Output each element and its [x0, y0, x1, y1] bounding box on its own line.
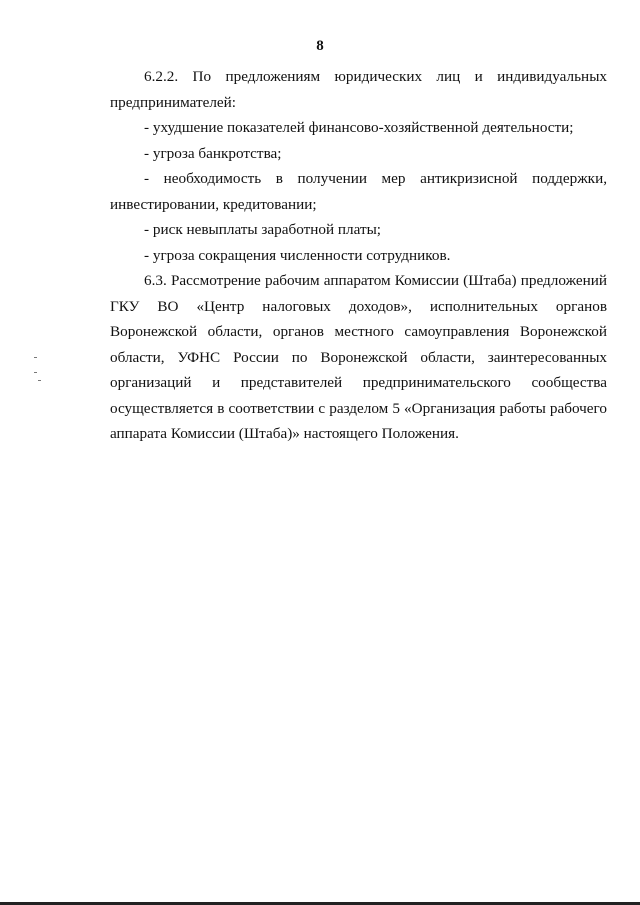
page-number: 8	[316, 38, 324, 54]
scan-mark	[34, 357, 37, 358]
list-item: - риск невыплаты заработной платы;	[144, 221, 382, 238]
document-body	[110, 64, 607, 447]
scan-mark	[38, 380, 41, 381]
list-item: - необходимость в получении мер антикризисной поддержки, инвестировании, кредитовании;	[110, 170, 607, 213]
paragraph-6-2-2: 6.2.2. По предложениям юридических лиц и индивидуальных предпринимателей:	[110, 68, 607, 111]
list-item: - угроза банкротства;	[144, 144, 282, 162]
list-item: - угроза сокращения численности сотрудников.	[144, 246, 451, 264]
paragraph-6-3: 6.3. Рассмотрение рабочим аппаратом Комиссии (Штаба) предложений ГКУ ВО «Центр налоговых доходов», исполнительных органов Воронежской области, органов местного самоуправления Воронежской области, УФНС России по Воронежской области, заинтересованных организаций и представителей предпринимательского сообщества осуществляется в соответствии с разделом 5 «Организация работы рабочего аппарата Комиссии (Штаба)» настоящего Положения.	[110, 272, 607, 442]
scan-mark	[34, 372, 37, 373]
list-item: - ухудшение показателей финансово-хозяйственной деятельности;	[144, 119, 574, 136]
